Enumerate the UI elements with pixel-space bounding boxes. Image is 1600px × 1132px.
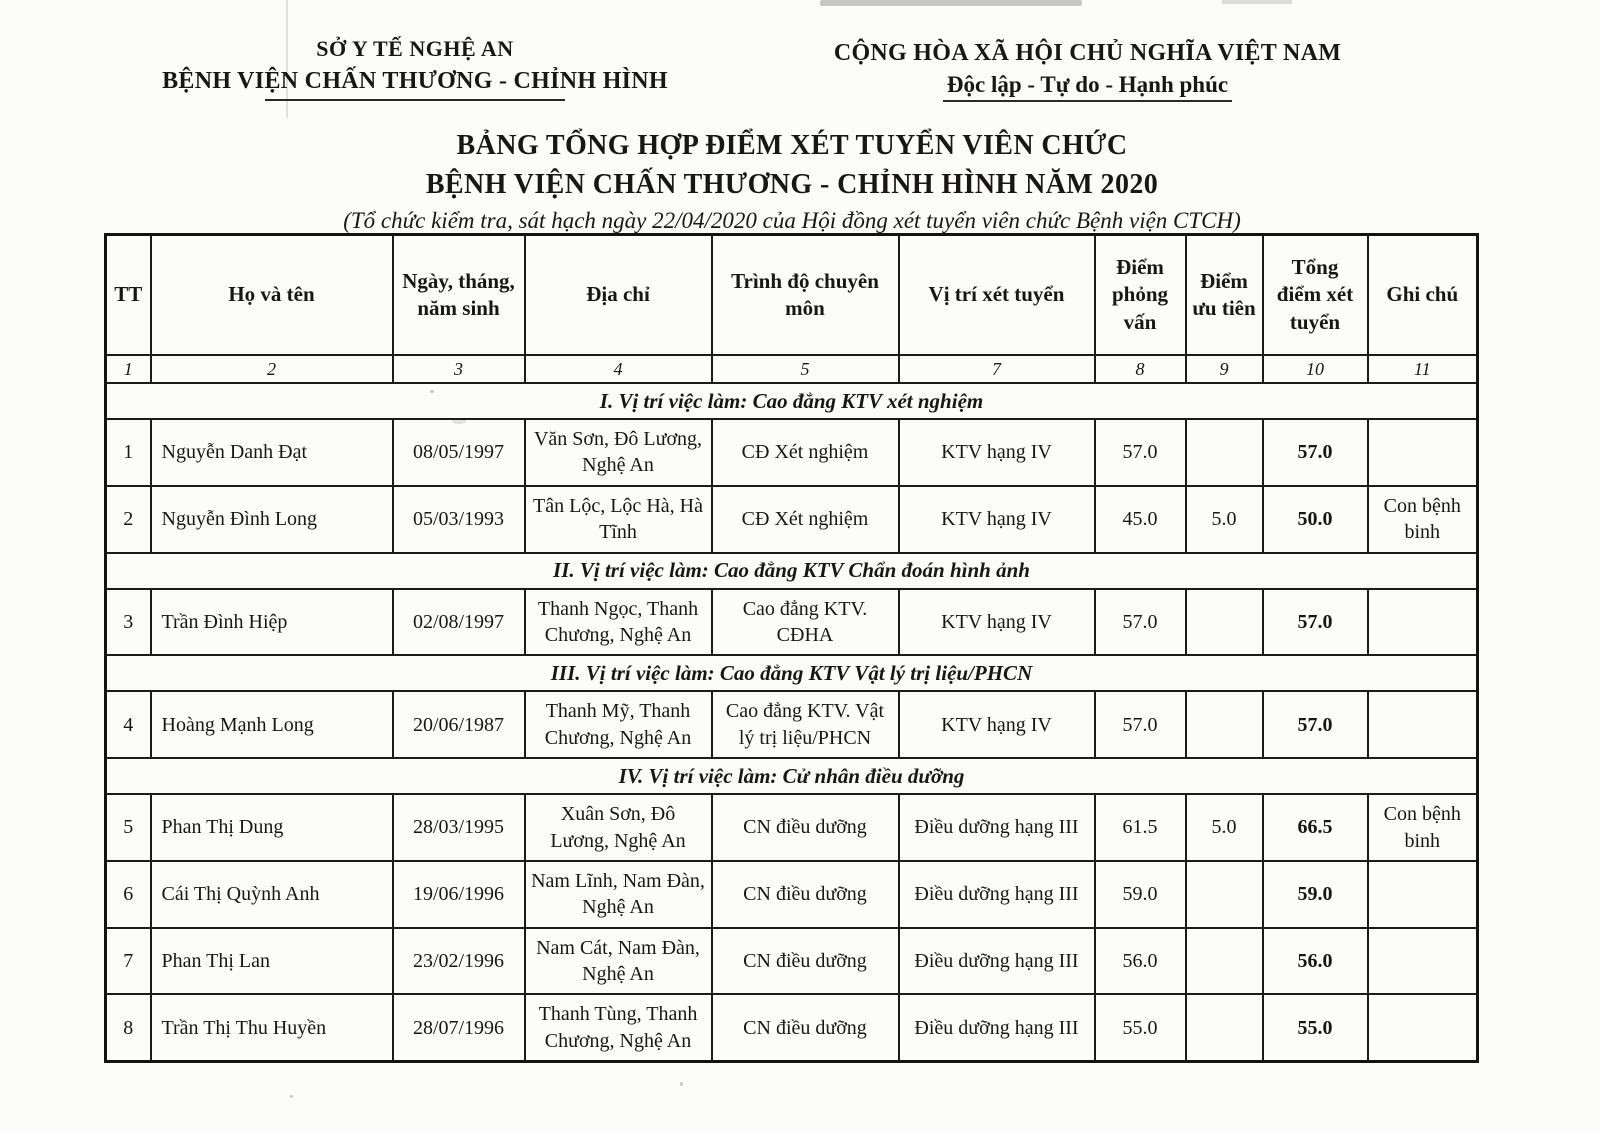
cell-priority: 5.0 (1186, 794, 1263, 861)
cell-note (1368, 419, 1478, 486)
column-header-priority: Điểm ưu tiên (1186, 235, 1263, 356)
section-heading: III. Vị trí việc làm: Cao đẳng KTV Vật lý trị liệu/PHCN (106, 655, 1478, 691)
section-heading: IV. Vị trí việc làm: Cử nhân điều dưỡng (106, 758, 1478, 794)
column-number-dob: 3 (393, 355, 525, 383)
section-heading: I. Vị trí việc làm: Cao đẳng KTV xét nghiệm (106, 383, 1478, 419)
cell-interview: 45.0 (1095, 486, 1186, 553)
cell-address: Thanh Tùng, Thanh Chương, Nghệ An (525, 994, 712, 1061)
cell-name: Phan Thị Lan (151, 928, 393, 995)
cell-interview: 57.0 (1095, 691, 1186, 758)
table-row (106, 419, 1478, 486)
table-row (106, 928, 1478, 995)
column-number-note: 11 (1368, 355, 1478, 383)
cell-degree: CN điều dưỡng (712, 928, 899, 995)
national-title: CỘNG HÒA XÃ HỘI CHỦ NGHĨA VIỆT NAM (833, 40, 1342, 66)
cell-position: Điều dưỡng hạng III (899, 794, 1095, 861)
cell-priority (1186, 419, 1263, 486)
cell-note (1368, 928, 1478, 995)
cell-note (1368, 691, 1478, 758)
cell-tt: 5 (106, 794, 151, 861)
cell-total: 59.0 (1263, 861, 1368, 928)
cell-tt: 7 (106, 928, 151, 995)
column-number-total: 10 (1263, 355, 1368, 383)
column-number-name: 2 (151, 355, 393, 383)
cell-interview: 57.0 (1095, 419, 1186, 486)
cell-interview: 55.0 (1095, 994, 1186, 1061)
scan-speck (290, 1095, 293, 1098)
scan-speck (680, 1082, 683, 1086)
cell-degree: CN điều dưỡng (712, 994, 899, 1061)
cell-position: KTV hạng IV (899, 486, 1095, 553)
cell-priority: 5.0 (1186, 486, 1263, 553)
cell-interview: 61.5 (1095, 794, 1186, 861)
cell-interview: 56.0 (1095, 928, 1186, 995)
cell-interview: 57.0 (1095, 589, 1186, 656)
national-letterhead (815, 40, 1360, 102)
column-header-position: Vị trí xét tuyển (899, 235, 1095, 356)
cell-total: 57.0 (1263, 589, 1368, 656)
column-number-address: 4 (525, 355, 712, 383)
cell-name: Nguyễn Danh Đạt (151, 419, 393, 486)
table-row (106, 861, 1478, 928)
national-motto: Độc lập - Tự do - Hạnh phúc (943, 72, 1232, 102)
cell-dob: 19/06/1996 (393, 861, 525, 928)
cell-dob: 23/02/1996 (393, 928, 525, 995)
cell-priority (1186, 589, 1263, 656)
cell-tt: 8 (106, 994, 151, 1061)
cell-degree: CĐ Xét nghiệm (712, 419, 899, 486)
cell-address: Văn Sơn, Đô Lương, Nghệ An (525, 419, 712, 486)
table-row (106, 994, 1478, 1061)
column-header-interview: Điểm phỏng vấn (1095, 235, 1186, 356)
cell-address: Xuân Sơn, Đô Lương, Nghệ An (525, 794, 712, 861)
cell-position: Điều dưỡng hạng III (899, 928, 1095, 995)
cell-name: Trần Đình Hiệp (151, 589, 393, 656)
cell-total: 55.0 (1263, 994, 1368, 1061)
cell-position: Điều dưỡng hạng III (899, 861, 1095, 928)
org-underline (265, 99, 565, 101)
table-row (106, 486, 1478, 553)
cell-dob: 05/03/1993 (393, 486, 525, 553)
column-number-row (106, 355, 1478, 383)
cell-name: Hoàng Mạnh Long (151, 691, 393, 758)
cell-tt: 4 (106, 691, 151, 758)
cell-dob: 08/05/1997 (393, 419, 525, 486)
section-heading-row (106, 758, 1478, 794)
cell-note (1368, 589, 1478, 656)
org-letterhead (140, 36, 690, 101)
cell-degree: Cao đẳng KTV. Vật lý trị liệu/PHCN (712, 691, 899, 758)
section-heading-row (106, 383, 1478, 419)
document-title-line2: BỆNH VIỆN CHẤN THƯƠNG - CHỈNH HÌNH NĂM 2020 (425, 169, 1159, 200)
table-row (106, 589, 1478, 656)
cell-degree: CĐ Xét nghiệm (712, 486, 899, 553)
cell-dob: 28/03/1995 (393, 794, 525, 861)
column-number-priority: 9 (1186, 355, 1263, 383)
cell-tt: 3 (106, 589, 151, 656)
cell-total: 50.0 (1263, 486, 1368, 553)
cell-tt: 6 (106, 861, 151, 928)
cell-interview: 59.0 (1095, 861, 1186, 928)
cell-total: 66.5 (1263, 794, 1368, 861)
column-header-address: Địa chỉ (525, 235, 712, 356)
cell-priority (1186, 994, 1263, 1061)
cell-name: Nguyễn Đình Long (151, 486, 393, 553)
cell-note: Con bệnh binh (1368, 794, 1478, 861)
column-number-interview: 8 (1095, 355, 1186, 383)
table-row (106, 794, 1478, 861)
column-header-name: Họ và tên (151, 235, 393, 356)
org-name-parent: SỞ Y TẾ NGHỆ AN (316, 36, 514, 61)
column-header-tt: TT (106, 235, 151, 356)
cell-name: Cái Thị Quỳnh Anh (151, 861, 393, 928)
cell-degree: CN điều dưỡng (712, 861, 899, 928)
table-row (106, 691, 1478, 758)
cell-degree: Cao đẳng KTV. CĐHA (712, 589, 899, 656)
document-title-line1: BẢNG TỔNG HỢP ĐIỂM XÉT TUYỂN VIÊN CHỨC (456, 130, 1128, 161)
column-number-degree: 5 (712, 355, 899, 383)
cell-dob: 02/08/1997 (393, 589, 525, 656)
column-header-degree: Trình độ chuyên môn (712, 235, 899, 356)
cell-position: KTV hạng IV (899, 419, 1095, 486)
cell-tt: 1 (106, 419, 151, 486)
cell-degree: CN điều dưỡng (712, 794, 899, 861)
cell-dob: 28/07/1996 (393, 994, 525, 1061)
cell-note (1368, 994, 1478, 1061)
cell-priority (1186, 861, 1263, 928)
cell-total: 57.0 (1263, 419, 1368, 486)
column-header-note: Ghi chú (1368, 235, 1478, 356)
cell-dob: 20/06/1987 (393, 691, 525, 758)
cell-name: Trần Thị Thu Huyền (151, 994, 393, 1061)
cell-position: Điều dưỡng hạng III (899, 994, 1095, 1061)
cell-address: Thanh Mỹ, Thanh Chương, Nghệ An (525, 691, 712, 758)
score-table (104, 233, 1479, 1063)
section-heading-row (106, 655, 1478, 691)
cell-address: Tân Lộc, Lộc Hà, Hà Tĩnh (525, 486, 712, 553)
section-heading-row (106, 553, 1478, 589)
cell-position: KTV hạng IV (899, 589, 1095, 656)
document-subtitle: (Tổ chức kiểm tra, sát hạch ngày 22/04/2020 của Hội đồng xét tuyển viên chức Bệnh viện CTCH) (343, 208, 1241, 233)
table-header-row (106, 235, 1478, 356)
cell-address: Nam Cát, Nam Đàn, Nghệ An (525, 928, 712, 995)
section-heading: II. Vị trí việc làm: Cao đẳng KTV Chẩn đoán hình ảnh (106, 553, 1478, 589)
cell-address: Nam Lĩnh, Nam Đàn, Nghệ An (525, 861, 712, 928)
column-header-dob: Ngày, tháng, năm sinh (393, 235, 525, 356)
cell-note: Con bệnh binh (1368, 486, 1478, 553)
cell-priority (1186, 691, 1263, 758)
cell-address: Thanh Ngọc, Thanh Chương, Nghệ An (525, 589, 712, 656)
column-number-tt: 1 (106, 355, 151, 383)
cell-note (1368, 861, 1478, 928)
cell-name: Phan Thị Dung (151, 794, 393, 861)
cell-priority (1186, 928, 1263, 995)
org-name-hospital: BỆNH VIỆN CHẤN THƯƠNG - CHỈNH HÌNH (162, 68, 668, 94)
scan-smudge (820, 0, 1082, 6)
column-header-total: Tổng điểm xét tuyển (1263, 235, 1368, 356)
scan-smudge (1222, 0, 1292, 4)
cell-tt: 2 (106, 486, 151, 553)
cell-position: KTV hạng IV (899, 691, 1095, 758)
column-number-position: 7 (899, 355, 1095, 383)
document-title-block (0, 130, 1584, 234)
cell-total: 57.0 (1263, 691, 1368, 758)
cell-total: 56.0 (1263, 928, 1368, 995)
